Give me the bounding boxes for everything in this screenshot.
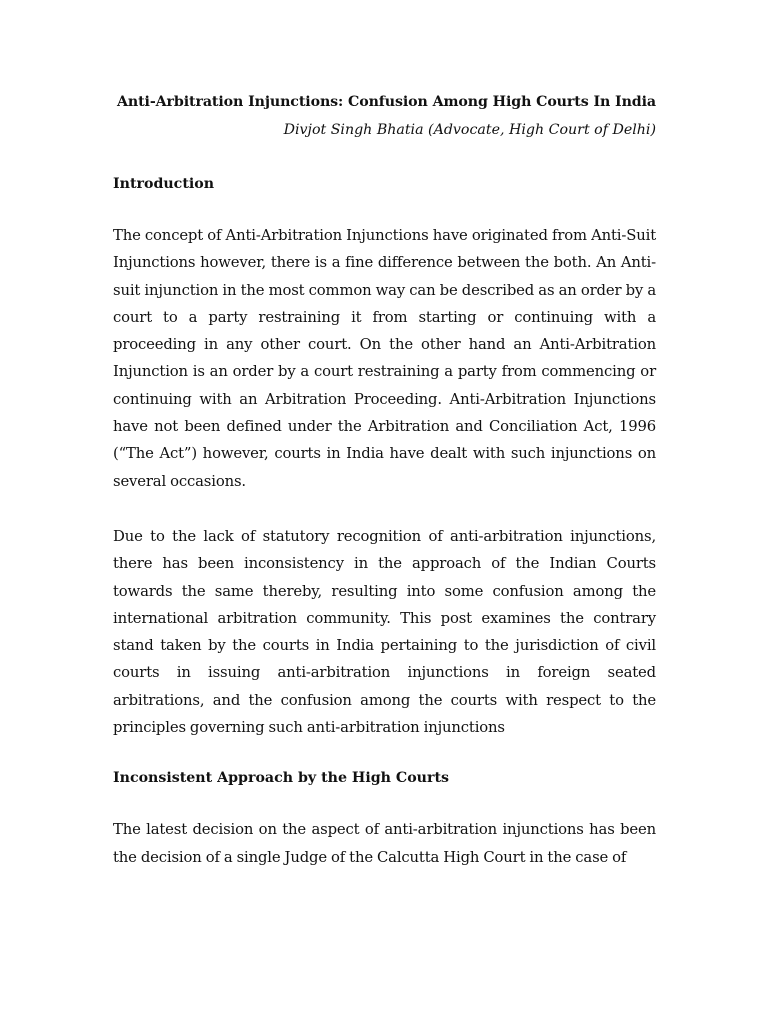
paragraph: The latest decision on the aspect of anti-arbitration injunctions has been the decision of a single Judge of the Calcutta High Court in the case of xyxy=(113,821,656,866)
section-heading-introduction: Introduction xyxy=(113,176,215,192)
paragraph: The concept of Anti-Arbitration Injunctions have originated from Anti-Suit Injunctions however, there is a fine difference between the both. An Anti-suit injunction in the most common way can be described as an order by a court to a party restraining it from starting or continuing with a proceeding in any other court. On the other hand an Anti-Arbitration Injunction is an order by a court restraining a party from commencing or continuing with an Arbitration Proceeding. Anti-Arbitration Injunctions have not been defined under the Arbitration and Conciliation Act, 1996 (“The Act”) however, courts in India have dealt with such injunctions on several occasions. xyxy=(113,227,656,490)
section-heading-inconsistent-approach: Inconsistent Approach by the High Courts xyxy=(113,770,449,787)
document-author: Divjot Singh Bhatia (Advocate, High Court of Delhi) xyxy=(283,122,656,138)
document-title: Anti-Arbitration Injunctions: Confusion Among High Courts In India xyxy=(116,94,656,110)
paragraph: Due to the lack of statutory recognition of anti-arbitration injunctions, there has been inconsistency in the approach of the Indian Courts towards the same thereby, resulting into some confusion among the international arbitration community. This post examines the contrary stand taken by the courts in India pertaining to the jurisdiction of civil courts in issuing anti-arbitration injunctions in foreign seated arbitrations, and the confusion among the courts with respect to the principles governing such anti-arbitration injunctions xyxy=(113,527,656,737)
document-page xyxy=(113,92,656,871)
